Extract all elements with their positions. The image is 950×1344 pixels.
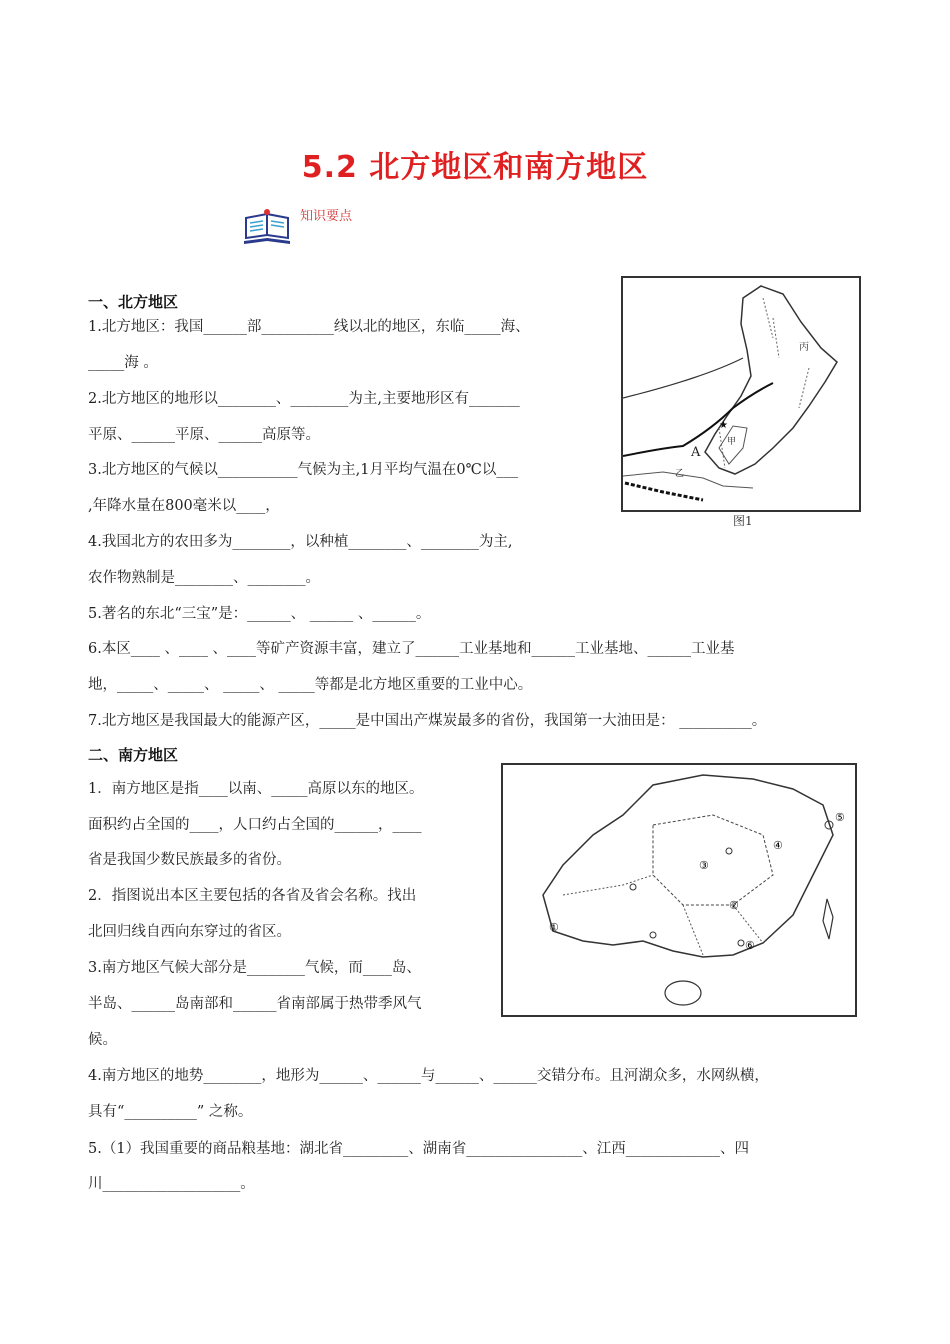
map-marker-3: ③: [699, 859, 709, 872]
star-icon: ★: [719, 420, 728, 431]
north-line-8: 农作物熟制是________、________。: [88, 570, 320, 586]
section-heading-north: 一、北方地区: [88, 293, 179, 311]
north-line-2: _____海 。: [88, 355, 158, 371]
north-line-6: ,年降水量在800毫米以____，: [88, 498, 280, 514]
south-line-6: 3.南方地区气候大部分是________气候，而____岛、: [88, 960, 421, 976]
north-line-1: 1.北方地区：我国______部__________线以北的地区，东临_____海、: [88, 319, 530, 335]
south-line-5: 北回归线自西向东穿过的省区。: [88, 924, 291, 940]
south-line-2: 面积约占全国的____，人口约占全国的______，____: [88, 817, 422, 833]
south-line-1: 1．南方地区是指____以南、_____高原以东的地区。: [88, 781, 424, 797]
north-line-4: 平原、______平原、______高原等。: [88, 427, 320, 443]
map-label-bing: 丙: [799, 342, 809, 353]
map-marker-6: ⑥: [745, 939, 755, 952]
north-line-5: 3.北方地区的气候以___________气候为主,1月平均气温在0℃以___: [88, 462, 519, 478]
figure-1-caption: 图1: [733, 514, 753, 528]
map-marker-4: ④: [773, 839, 783, 852]
figure-1-map: [621, 276, 861, 512]
south-line-10: 具有“__________” 之称。: [88, 1104, 253, 1120]
map-label-yi: 乙: [675, 469, 685, 479]
south-line-11: 5.（1）我国重要的商品粮基地：湖北省_________、湖南省________________、江西_____________、四: [88, 1141, 750, 1157]
north-line-11: 地，_____、_____、 _____、 _____等都是北方地区重要的工业中心。: [88, 677, 533, 693]
map-label-jia: 甲: [727, 437, 737, 447]
figure-2-map: [501, 763, 857, 1017]
map-marker-1: ①: [549, 921, 559, 934]
open-book-icon: [243, 208, 293, 246]
page-title: 5.2 北方地区和南方地区: [301, 150, 649, 185]
map-label-a: A: [691, 445, 701, 460]
map-marker-2: ②: [729, 899, 739, 912]
north-line-9: 5.著名的东北“三宝”是：______、 ______ 、______。: [88, 606, 431, 622]
south-line-8: 候。: [88, 1032, 117, 1048]
north-line-3: 2.北方地区的地形以________、________为主,主要地形区有_______: [88, 391, 520, 407]
north-line-7: 4.我国北方的农田多为________，以种植________、________为主,: [88, 534, 513, 550]
north-line-12: 7.北方地区是我国最大的能源产区，_____是中国出产煤炭最多的省份，我国第一大油田是： __________。: [88, 713, 767, 729]
south-line-12: 川___________________。: [88, 1176, 255, 1192]
south-line-3: 省是我国少数民族最多的省份。: [88, 852, 291, 868]
south-line-7: 半岛、______岛南部和______省南部属于热带季风气: [88, 996, 422, 1012]
south-line-9: 4.南方地区的地势________，地形为______、______与______、______交错分布。且河湖众多，水网纵横，: [88, 1068, 769, 1084]
map-marker-5: ⑤: [835, 811, 845, 824]
north-line-10: 6.本区____ 、____ 、____等矿产资源丰富，建立了______工业基地和______工业基地、______工业基: [88, 641, 735, 657]
section-heading-south: 二、南方地区: [88, 746, 179, 764]
south-line-4: 2．指图说出本区主要包括的各省及省会名称。找出: [88, 888, 417, 904]
badge-label: 知识要点: [300, 209, 353, 224]
